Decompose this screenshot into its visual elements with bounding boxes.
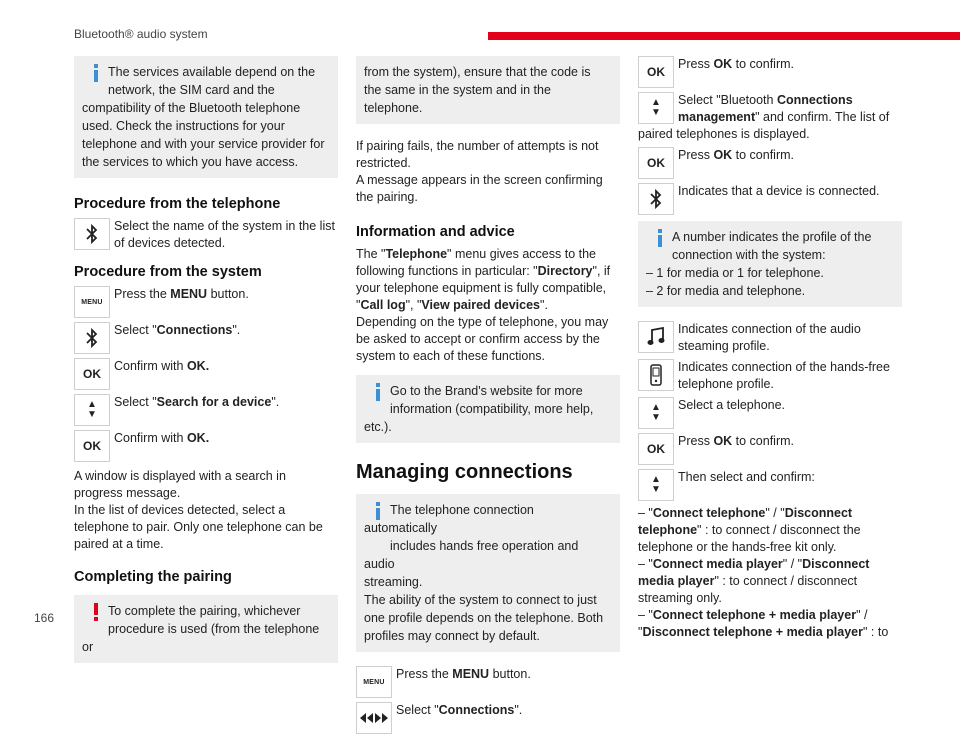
up-down-arrows-icon: ▲ ▼ [638, 92, 674, 124]
step-row [74, 322, 338, 354]
bluetooth-icon [74, 218, 110, 250]
warning-icon [88, 603, 104, 621]
page-number: 166 [34, 611, 55, 625]
ok-button-icon: OK [638, 433, 674, 465]
info-icon [652, 229, 668, 247]
note-line: The services available depend on the [108, 65, 316, 79]
step-row [356, 666, 620, 698]
step-row [638, 359, 902, 393]
step-text: Select the name of the system in the list of devices detected. [114, 219, 335, 250]
info-note: A number indicates the profile of the connection with the system: – 1 for media or 1 for telephone. – 2 for media and telephone. [638, 221, 902, 307]
step-text: Press the MENU button. [114, 287, 249, 301]
left-right-arrows-icon [356, 702, 392, 734]
step-row [74, 394, 338, 426]
heading-procedure-system: Procedure from the system [74, 264, 262, 280]
info-icon [370, 383, 386, 401]
column-3 [638, 56, 902, 641]
step-text: Press the MENU button. [396, 667, 531, 681]
step-text: Select "Search for a device". [114, 395, 280, 409]
info-icon [88, 64, 104, 82]
step-text: Confirm with OK. [114, 431, 210, 445]
ok-button-icon: OK [638, 147, 674, 179]
column-2 [356, 56, 620, 738]
step-text: Press OK to confirm. [678, 434, 795, 448]
step-text: Then select and confirm: [678, 470, 815, 484]
list-item: – "Connect telephone" / "Disconnect telephone" : to connect / disconnect the telephone or the hands-free kit only. [638, 506, 861, 554]
list-item: – "Connect telephone + media player" / "Disconnect telephone + media player" : to [638, 608, 889, 639]
info-note: The telephone connection automatically includes hands free operation and audio streaming. The ability of the system to connect to just one profile depends on the telephone. Both profiles may connect by default. [356, 494, 620, 652]
up-down-arrows-icon: ▲ ▼ [74, 394, 110, 426]
step-row [74, 218, 338, 252]
column-1 [74, 56, 338, 677]
note-text: compatibility of the Bluetooth telephone used. Check the instructions for your telephone and with your service provider for the services to which you have access. [82, 101, 325, 169]
step-row [638, 183, 902, 215]
step-row [638, 433, 902, 465]
step-row [638, 397, 902, 429]
step-row [638, 469, 902, 501]
heading-procedure-telephone: Procedure from the telephone [74, 196, 281, 212]
note-line: To complete the pairing, whichever [108, 604, 301, 618]
step-row [638, 92, 902, 143]
step-text: Select a telephone. [678, 398, 786, 412]
warning-note-continued [356, 56, 620, 124]
step-text: Select "Connections". [114, 323, 241, 337]
warning-note [74, 595, 338, 663]
note-line: procedure is used (from the telephone or [82, 622, 320, 654]
music-note-icon [638, 321, 674, 353]
paragraph: If pairing fails, the number of attempts is not restricted. A message appears in the screen confirming the pairing. [356, 139, 603, 204]
paragraph: The "Telephone" menu gives access to the following functions in particular: "Directory", if your telephone equipment is fully compatible, "Call log", "View paired devices". Depending on the type of telephone, you may be asked to accept or confirm access by the system to each of these functions. [356, 247, 611, 363]
step-text: Indicates that a device is connected. [678, 184, 880, 198]
info-note: Go to the Brand's website for more information (compatibility, more help, etc.). [356, 375, 620, 443]
step-text: Press OK to confirm. [678, 57, 795, 71]
info-note [74, 56, 338, 178]
step-row [74, 358, 338, 390]
heading-managing-connections: Managing connections [356, 461, 573, 483]
step-text: Indicates connection of the audio steaming profile. [678, 322, 861, 353]
heading-completing-pairing: Completing the pairing [74, 569, 232, 585]
step-row [638, 56, 902, 88]
paragraph: A window is displayed with a search in progress message. In the list of devices detected, select a telephone to pair. Only one telephone can be paired at a time. [74, 469, 323, 551]
step-row [74, 286, 338, 318]
bluetooth-icon [74, 322, 110, 354]
option-list [638, 505, 902, 641]
ok-button-icon: OK [74, 358, 110, 390]
step-text: Press OK to confirm. [678, 148, 795, 162]
note-line: network, the SIM card and the [108, 83, 275, 97]
phone-icon [638, 359, 674, 391]
menu-button-icon: MENU [74, 286, 110, 318]
step-row [638, 147, 902, 179]
note-text: from the system), ensure that the code is the same in the system and in the telephone. [364, 65, 591, 115]
step-text: Select "Connections". [396, 703, 523, 717]
list-item: – "Connect media player" / "Disconnect media player" : to connect / disconnect streaming only. [638, 557, 870, 605]
step-text: Select "Bluetooth Connections management" and confirm. The list of paired telephones is displayed. [638, 93, 890, 141]
step-text: Indicates connection of the hands-free telephone profile. [678, 360, 890, 391]
info-icon [370, 502, 386, 520]
step-row [74, 430, 338, 462]
header-title: Bluetooth® audio system [74, 27, 208, 41]
menu-button-icon: MENU [356, 666, 392, 698]
ok-button-icon: OK [638, 56, 674, 88]
page-header [0, 0, 960, 44]
header-accent-bar [488, 32, 960, 40]
up-down-arrows-icon: ▲ ▼ [638, 469, 674, 501]
heading-information-advice: Information and advice [356, 224, 515, 240]
step-text: Confirm with OK. [114, 359, 210, 373]
up-down-arrows-icon: ▲ ▼ [638, 397, 674, 429]
bluetooth-icon [638, 183, 674, 215]
step-row [356, 702, 620, 734]
ok-button-icon: OK [74, 430, 110, 462]
step-row [638, 321, 902, 355]
